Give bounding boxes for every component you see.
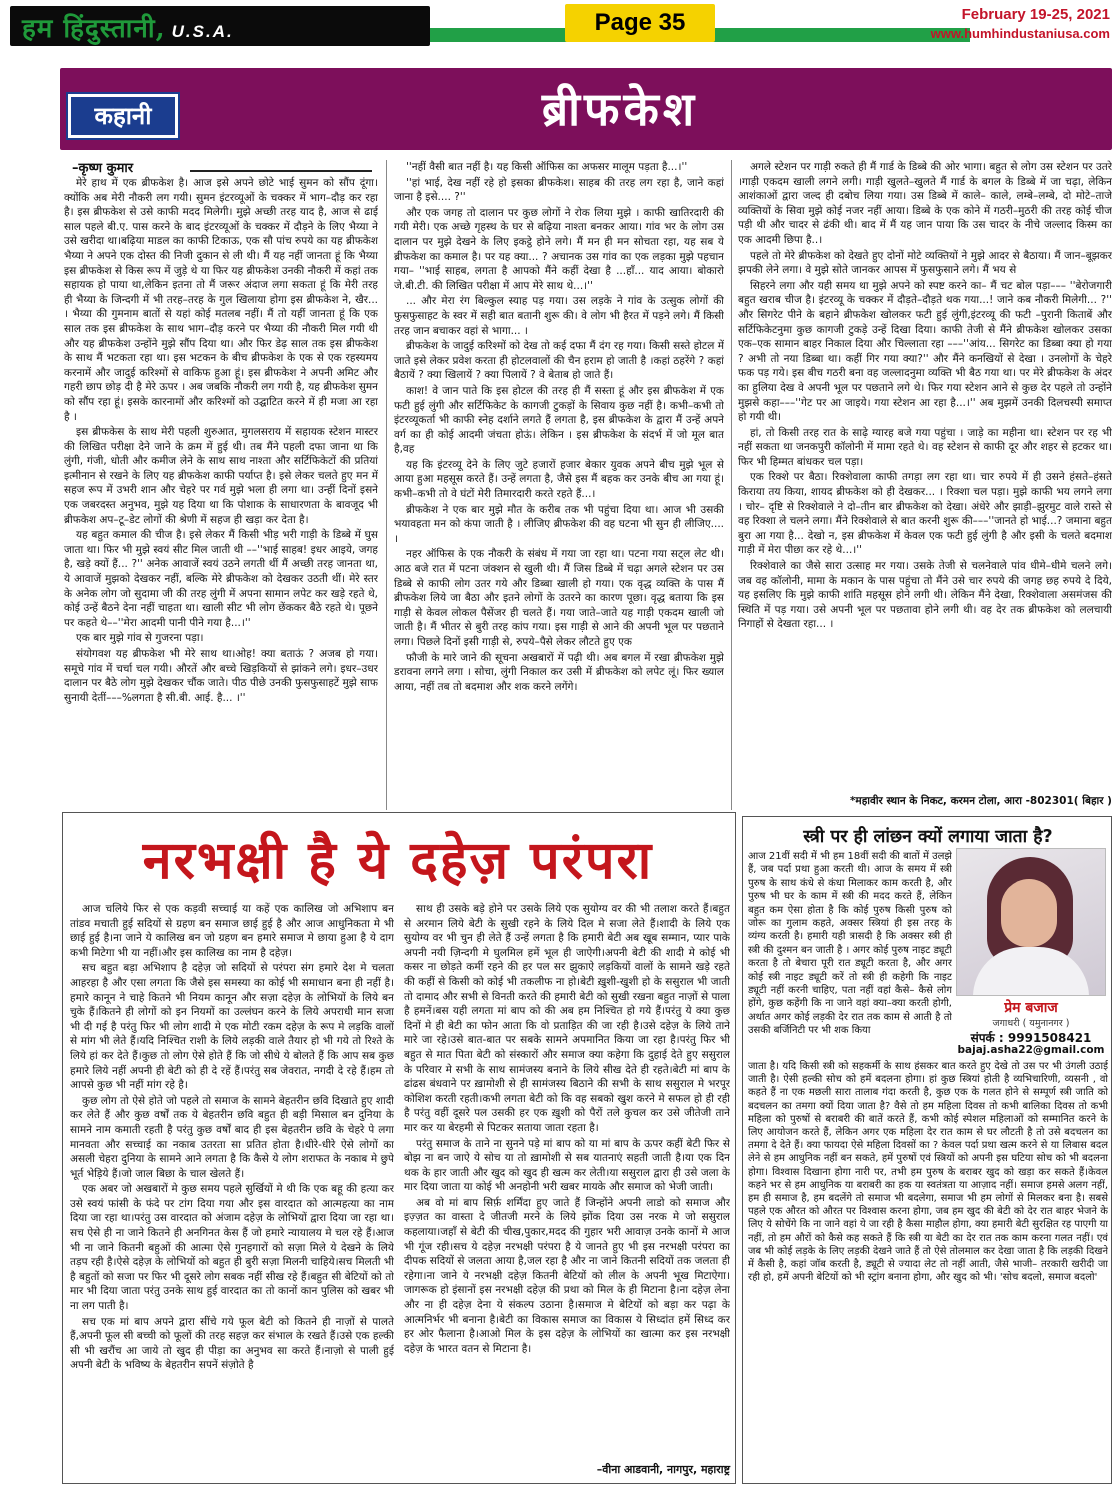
- paragraph: फौजी के मारे जाने की सूचना अखबारों में पढ़ी थी। अब बगल में रखा ब्रीफकेश मुझे डरावना लगने लगा । सोचा, लुंगी निकाल कर उसी में ब्रीफकेश को लपेट लूं। फिर ख्याल आया, नहीं तब तो बदमाश और शक करने लगेंगे।: [394, 651, 724, 693]
- paragraph: आज चलिये फिर से एक कड़वी सच्चाई या कहें एक कालिख जो अभिशाप बन तांडव मचाती हुई सदियों से ग्रहण बन समाज छाई हुई है और आज आधुनिकता मे भी छाई हुई है।ना जाने ये कालिख बन जो ग्रहण बन हमारे समाज मे छाया हुआ है ये दाग कभी मिटेगा भी या नहीं।और इस कालिख का नाम है दहेज़।: [70, 903, 394, 959]
- paragraph: अब वो मां बाप सिर्फ़ शर्मिंदा हुए जाते हैं जिन्होंने अपनी लाडो को समाज और इज़्ज़त का वास्ता दे जीतजी मरने के लिये झोंक दिया उस नरक मे जो ससुराल कहलाया।जहाँ से बेटी की चीख,पुकार,मदद की गुहार भरी आवाज़ उनके कानों मे आज भी गूंज रही।सच ये दहेज़ नरभक्षी परंपरा है ये जानते हुए भी इस नरभक्षी परंपरा का दीपक सदियों से जलता आया है,जल रहा है और ना जाने कितनी सदियों तक जलता ही रहेगा।ना जाने ये नरभक्षी दहेज़ कितनी बेटियों को लील के अपनी भूख मिटाऐगा।जागरूक हो इंसानों इस नरभक्षी दहेज़ की प्रथा को मिल के ही मिटाना है।ना दहेज़ लेना और ना ही दहेज़ देना ये संकल्प उठाना है।समाज मे बेटियों को बड़ा कर पढ़ा के आत्मनिर्भर भी बनाना है।बेटी का विकास समाज का विकास ये सिध्दांत हमें सिध्द कर हर ओर फैलाना है।आओ मिल के इस दहेज़ के लोभियों का खात्मा कर इस नरभक्षी दहेज़ के भारत वतन से मिटाना है।: [404, 1196, 730, 1355]
- opinion-lead: आज 21वीं सदी में भी हम 18वीं सदी की बातों में उलझे हैं, जब पर्दा प्रथा हुआ करती थी। आज के समय में स्त्री पुरुष के साथ कंधे से कंधा मिलाकर काम करती है, और पुरुष भी घर के काम में स्त्री की मदद करते हैं, लेकिन बहुत कम ऐसा होता है कि कोई पुरुष किसी पुरुष को जोरू का गुलाम कहते, अक्सर स्त्रियां ही इस तरह के व्यंग्य करती है। हमारी यही त्रासदी है कि अक्सर स्त्री ही स्त्री की दुश्मन बन जाती है । अगर कोई पुरुष नाइट ड्यूटी करता है तो बेचारा पूरी रात ड्यूटी करता है, और अगर कोई स्त्री नाइट ड्यूटी करें तो स्त्री ही कहेगी कि नाइट ड्यूटी नहीं करनी चाहिए, पता नहीं वहां कैसे– कैसे लोग होंगे, कुछ कहेंगी कि ना जाने वहां क्या–क्या करती होगी, अर्थात अगर कोई लड़की देर रात तक काम से आती है तो उसकी बर्जिनिटी पर भी शक किया: [748, 851, 952, 1037]
- story-author: –कृष्ण कुमार: [72, 161, 134, 176]
- author-rule: [190, 170, 372, 172]
- opinion-author-name: प्रेम बजाज: [1004, 1000, 1058, 1016]
- paragraph: ''नहीं वैसी बात नहीं है। यह किसी ऑफिस का अफसर मालूम पड़ता है...।'': [406, 161, 688, 173]
- paragraph: कुछ लोग तो ऐसे होते जो पहले तो समाज के सामने बेहतरीन छवि दिखाते हुए शादी कर लेते हैं और कुछ वर्षों तक ये बेहतरीन छवि बहुत ही बड़ी मिसाल बन दुनिया के सामने नाम कमाती रहती है परंतु कुछ वर्षों बाद ही इस बेहतरीन छवि के चेहरे पे लगा मानवता और सच्चाई का नकाब उतरता सा प्रतित होता है।धीरे-धीरे ऐसे लोगों का असली चेहरा दुनिया के सामने आने लगता है कि कैसे ये लोग शराफत के नकाब मे छुपे भूर्त भेड़िये हैं।जो जाल बिछा के चाल खेलते हैं।: [70, 1094, 394, 1180]
- paper-edition: U.S.A.: [171, 22, 234, 41]
- paragraph: ब्रीफकेश ने एक बार मुझे मौत के करीब तक भी पहुंचा दिया था। आज भी उसकी भयावहता मन को कंपा जाती है । लीजिए ब्रीफकेश की वह घटना भी सुन ही लीजिए.... ।: [394, 503, 724, 545]
- paragraph: परंतु समाज के ताने ना सुनने पड़े मां बाप को या मां बाप के ऊपर कहीं बेटी फिर से बोझ ना बन जाऐ ये सोच या तो ख़ामोशी से सब यातनाएं सहती जाती है।या एक दिन थक के हार जाती और खुद को खुद ही खत्म कर लेती।या ससुराल द्वारा ही उसे जला के मार दिया जाता या कोई भी अनहोनी भरी खबर मायके और समाज को भेजी जाती।: [404, 1137, 730, 1194]
- story-column-3: [738, 160, 1112, 792]
- author-photo: [956, 848, 1106, 996]
- paragraph: रिक्शेवाले का जैसे सारा उत्साह मर गया। उसके तेजी से चलनेवाले पांव धीमे–धीमे चलने लगे। जब वह कॉलोनी, मामा के मकान के पास पहुंचा तो मैंने उसे चार रुपये की जगह छह रुपये दे दिये, यह इसलिए कि मुझे काफी शांति महसूस होने लगी थी। लेकिन मैंने देखा, रिक्शेवाला असमंजस की स्थिति में पड़ गया। उसे अपनी भूल पर पछतावा होने लगी थी। वह देर तक ब्रीफकेश को ललचायी निगाहों से देखता रहा... ।: [738, 560, 1112, 631]
- paragraph: यह कि इंटरव्यू देने के लिए जुटे हजारों हजार बेकार युवक अपने बीच मुझे भूल से आया हुआ महसूस करते हैं। उन्हें लगता है, जैसे इस मैं बहक कर उनके बीच आ गया हूं। कभी–कभी तो वे घंटों मेरी तिमारदारी करते रहते हैं...।: [394, 458, 724, 501]
- column-divider: [386, 160, 387, 810]
- section-tag: कहानी: [68, 94, 178, 138]
- issue-date: February 19-25, 2021: [961, 6, 1110, 23]
- opinion-author-email[interactable]: bajaj.asha22@gmail.com: [957, 1044, 1105, 1056]
- editorial-column-2: [404, 902, 730, 1458]
- paragraph: सच बहुत बड़ा अभिशाप है दहेज़ जो सदियों से परंपरा संग हमारे देश मे चलता आहरहा है और एसा लगता कि जैसे इस समस्या का कोई भी समाधान बना ही नहीं है।हमारे कानून ने चाहे कितने भी नियम कानून और सज़ा दहेज़ के लोभियों के लिये बन चुके हैं।कितने ही लोगों को इन नियमों का उल्लंघन करने के लिये अपराधी मान सजा भी दी गई है परंतु फिर भी लोग शादी मे एक मोटी रकम दहेज़ के रूप मे लड़कि वालों से मांग भी लेते हैं।यदि निश्चित राशी के लिये लड़की वाले तैयार हो भी गये तो रिश्ते के लिये हां कर देते हैं।कुछ तो लोग ऐसे होते हैं कि जो सीधे ये बोलते हैं कि आप सब कुछ हमारे लिये नहीं अपनी ही बेटी को ही दे रहें हैं।परंतु सब जेवरात, नगदी दे रहे हैं।हम तो आपसे कुछ भी नहीं मांग रहे है।: [70, 962, 394, 1092]
- paragraph: यह बहुत कमाल की चीज है। इसे लेकर मैं किसी भीड़ भरी गाड़ी के डिब्बे में घुस जाता था। फिर भी मुझे स्वयं सीट मिल जाती थी ––''भाई साहब! इधर आइये, जगह है, खड़े क्यों हैं... ?'' अनेक आवाजें स्वयं उठने लगती थीं मैं अच्छी तरह जानता था, ये आवाजें मुझको देखकर नहीं, बल्कि मेरे ब्रीफकेश को देखकर उठती थीं। मेरे स्तर के अनेक लोग जो सुदामा जी की तरह लुंगी में अपना सामान लपेट कर खड़े रहते थे, कोई उन्हें बैठने देना नहीं चाहता था। खाली सीट भी लोग छेंककर बैठे रहते थे। पूछने पर कहते थे––''मेरा आदमी पानी पीने गया है...।'': [64, 529, 378, 629]
- page-number: Page 35: [565, 4, 715, 42]
- opinion-title: स्त्री पर ही लांछन क्यों लगाया जाता है?: [803, 827, 1053, 847]
- paragraph: और एक जगह तो दालान पर कुछ लोगों ने रोक लिया मुझे । काफी खातिरदारी की गयी मेरी। एक अच्छे गृहस्थ के घर से बढ़िया नाश्ता बनकर आया। गांव भर के लोग उस दालान पर मुझे देखने के लिए इकट्ठे होने लगे। मैं मन ही मन सोचता रहा, यह सब ये ब्रीफकेश का कमाल है। पर यह क्या... ? अचानक उस गांव का एक लड़का मुझे पहचान गया– ''भाई साहब, लगता है आपको मैंने कहीं देखा है ...हाँ... याद आया। बोकारो जे.बी.टी. की लिखित परीक्षा में आप मेरे साथ थे...।'': [394, 206, 724, 292]
- opinion-author-phone: संपर्क : 9991508421: [970, 1031, 1092, 1045]
- paragraph: सच एक मां बाप अपने द्वारा सींचे गये फूल बेटी को कितने ही नाज़ों से पालते हैं,अपनी फूल सी बच्ची को फूलों की तरह सहज़ कर संभाल के रखते हैं।उसे एक हल्की सी भी खरौंच आ जाये तो खुद ही पीड़ा का अनुभव सा करते हैं।नाज़ो से पाली हुई अपनी बेटी के भविष्य के बेहतरीन सपनें संज़ोते है: [70, 1315, 394, 1372]
- paragraph: एक रिक्शे पर बैठा। रिक्शेवाला काफी तगड़ा लग रहा था। चार रुपये में ही उसने हंसते–हंसते किराया तय किया, शायद ब्रीफकेश को ही देखकर... । रिक्शा चल पड़ा। मुझे काफी भय लगने लगा । चोर– दृष्टि से रिक्शेवाले ने दो–तीन बार ब्रीफकेश को देखा। अंधेरे और झाड़ी–झुरमुट वाले रास्ते से वह रिक्शा ले चलने लगा। मैंने रिक्शेवाले से बात करनी शुरू की–––''जानते हो भाई...? जमाना बहुत बुरा आ गया है... देखो न, इस ब्रीफकेश में केवल एक फटी हुई लुंगी है और इसी के चलते बदमाश गाड़ी में मेरा पीछा कर रहे थे...।'': [738, 471, 1112, 557]
- paragraph: एक बार मुझे गांव से गुजरना पड़ा।: [76, 632, 204, 645]
- opinion-author-city: जगाधरी ( यमुनानगर ): [992, 1018, 1070, 1029]
- editorial-title: नरभक्षी है ये दहेज़ परंपरा: [142, 831, 654, 891]
- paragraph: अगले स्टेशन पर गाड़ी रुकते ही मैं गार्ड के डिब्बे की ओर भागा। बहुत से लोग उस स्टेशन पर उतरे ।गाड़ी एकदम खाली लगने लगी। गाड़ी खुलते–खुलते मैं गार्ड के बगल के डिब्बे में जा चढ़ा, लेकिन आशंकाओं द्वारा जल्द ही दबोच लिया गया। उस डिब्बे में काले– काले, लम्बे–लम्बे, दो मोटे–ताजे व्यक्तियों के सिवा मुझे कोई नजर नहीं आया। डिब्बे के एक कोने में गठरी–मुठरी की तरह कोई चीज पड़ी थी और चादर से ढंकी थी। बाद में मैं यह जान पाया कि उस चादर के नीचे जल्लाद किस्म का एक आदमी छिपा है..।: [738, 161, 1112, 246]
- paragraph: नहर ऑफिस के एक नौकरी के संबंध में गया जा रहा था। पटना गया सट्ल लेट थी। आठ बजे रात में पटना जंक्शन से खुली थी। मैं जिस डिब्बे में चढ़ा अगले स्टेशन पर उस डिब्बे से काफी लोग उतर गये और डिब्बा खाली हो गया। एक वृद्ध व्यक्ति के पास मैं ब्रीफकेश लिये जा बैठा और इतने लोगों के उतरने का कारण पूछा। वृद्ध बताया कि इस गाड़ी से केवल लोकल पैसेंजर ही चलते हैं। गया जाते–जाते यह गाड़ी एकदम खाली जो जाती है। मैं भीतर से बुरी तरह कांप गया। इस गाड़ी से आने की अपनी भूल पर पछताने लगा। पिछले दिनों इसी गाड़ी से, रुपये–पैसे लेकर लौटते हुए एक: [394, 548, 724, 648]
- paragraph: ''हां भाई, देख नहीं रहे हो इसका ब्रीफकेश। साहब की तरह लग रहा है, जाने कहां जाना है इसे.... ?'': [394, 176, 724, 204]
- paper-name: हम हिंदुस्तानी,: [22, 14, 166, 44]
- story-column-2: [394, 160, 724, 808]
- paragraph: एक अबर जो अखबारों मे कुछ समय पहले सुर्खियों मे थी कि एक बहू की हत्या कर उसे स्वयं फांसी के फंदे पर टांग दिया गया और इस वारदात को आत्महत्या का नाम दिया जा रहा था।परंतु उस वारदात को अंजाम दहेज़ के लोभियों द्वारा दिया जा रहा था।सच ऐसे ही ना जाने कितने ही अनगिनत केस हैं जो हमारे न्यायालय मे चल रहे हैं।आज भी ना जाने कितनी बहुओं की आत्मा ऐसे गुनहगारों को सज़ा मिले ये देखने के लिये तड़प रही है।ऐसे दहेज़ के लोभियों को बहुत ही बुरी सज़ा मिलनी चाहिये।सच मिलती भी है बहुतों को सजा पर फिर भी दूसरे लोग सबक नहीं सीख रहे हैं।बहुत सी बेटियों को तो मार भी दिया जाता परंतु उनके साथ हुई वारदात का तो कानों कान पुलिस को खबर भी ना लग पाती है।: [70, 1183, 394, 1313]
- story-title: ब्रीफकेश: [541, 82, 699, 136]
- paragraph: इस ब्रीफकेस के साथ मेरी पहली शुरुआत, मुगलसराय में सहायक स्टेशन मास्टर की लिखित परीक्षा देने जाने के क्रम में हुई थी। तब मैंने पहली दफा जाना था कि लुंगी, गंजी, धोती और कमीज लेने के साथ साथ नाश्ता और सर्टिफिकेटों की प्रतियां इत्मीनान से रखने के लिए यह ब्रीफकेश काफी पर्याप्त है। इसे लेकर चलते हुए मन में सहज रूप में उभरी शान और चेहरे पर गर्व मुझे भला ही लगा था। उन्हीं दिनों इसने एक जबरदस्त अनुभव, मुझे यह दिया था कि पोशाक के साधारणता के बावजूद भी ब्रीफकेश अप–टू–डेट लोगों की श्रेणी में सहज ही खड़ा कर देता है।: [64, 426, 378, 526]
- paragraph: ब्रीफकेश के जादुई करिश्मों को देख तो कई दफा मैं दंग रह गया। किसी सस्ते होटल में जाते इसे लेकर प्रवेश करता ही होटलवालों की चैन हराम हो जाती है ।कहां ठहरेंगे ? कहां बैठायें ? क्या खिलायें ? क्या पिलायें ? वे बेताब हो जाते हैं।: [394, 340, 724, 382]
- editorial-column-1: [70, 902, 394, 1478]
- paragraph: संयोगवश यह ब्रीफकेश भी मेरे साथ था।ओह! क्या बताऊं ? अजब हो गया। समूचे गांव में चर्चा चल गयी। औरतें और बच्चे खिड़कियों से झांकने लगे। इधर–उधर दालान पर बैठे लोग मुझे देखकर चौंक जाते। पीठ पीछे उनकी फुसफुसाहटें मुझे साफ सुनायी देतीं–––%लगता है सी.बी. आई. है... ।'': [64, 648, 378, 704]
- paper-logo: [10, 6, 430, 46]
- paragraph: हां, तो किसी तरह रात के साढ़े ग्यारह बजे गया पहुंचा । जाड़े का महीना था। स्टेशन पर रह भी नहीं सकता था जनकपुरी कॉलोनी में मामा रहते थे। वह स्टेशन से काफी दूर और शहर से हटकर था। फिर भी हिम्मत बांधकर चल पड़ा।: [738, 426, 1112, 468]
- author-address: *महावीर स्थान के निकट, करमन टोला, आरा -802301( बिहार ): [849, 795, 1112, 807]
- column-divider: [731, 160, 732, 810]
- paragraph: पहले तो मेरे ब्रीफकेश को देखते हुए दोनों मोटे व्यक्तियों ने मुझे आदर से बैठाया। मैं जान–बूझकर झपकी लेने लगा। वे मुझे सोते जानकर आपस में फुसफुसाने लगे। मैं भय से: [738, 249, 1112, 277]
- paragraph: सिहरने लगा और यही समय था मुझे अपने को स्पष्ट करने का– मैं चट बोल पड़ा––– ''बेरोजगारी बहुत खराब चीज है। इंटरव्यू के चक्कर में दौड़ते–दौड़ते थक गया...! जाने कब नौकरी मिलेगी... ?'' और सिगरेट पीने के बहाने ब्रीफकेश खोलकर फटी हुई लुंगी,इंटरव्यू की फटी –पुरानी किताबें और सर्टिफिकेटनुमा कुछ कागजी टुकड़े उन्हें दिखा दिया। काफी तेजी से मैंने ब्रीफकेश खोलकर उसका एक–एक सामान बाहर निकाल दिया और चिल्लाता रहा –––''आंय... सिगरेट का डिब्बा क्या हो गया ? अभी तो नया डिब्बा था। कहीं गिर गया क्या?'' और मैंने कनखियों से देखा । उनलोगों के चेहरे फक पड़ गये। इस बीच गठरी बना वह जल्लादनुमा व्यक्ति भी बैठ गया था। पर मेरे ब्रीफकेश के अंदर का हुलिया देख वे अपनी भूल पर पछताने लगे थे। फिर गया स्टेशन आने से कुछ देर पहले तो उन्होंने मुझसे कहा–––''गेट पर आ जाइये। गया स्टेशन आ रहा है...।'' अब मुझमें उनकी दिलचस्पी समाप्त हो गयी थी।: [738, 279, 1112, 424]
- opinion-body: जाता है। यदि किसी स्त्री को सहकर्मी के साथ हंसकर बात करते हुए देखे तो उस पर भी उंगली उठाई जाती है। ऐसी हल्की सोच को हमें बदलना होगा। हां कुछ स्त्रियां होती है व्यभिचारिणी, व्यसनी , वो कहते हैं ना एक मछली सारा तालाब गंदा करती है, कुछ एक के गलत होने से सम्पूर्ण स्त्री जाति को बदचलन का तमगा क्यों दिया जाता है? वैसे तो हम महिला दिवस तो कभी बालिका दिवस तो कभी महिला को पुरुषों से बराबरी की बातें करते हैं, कभी कोई स्पेशल महिलाओं को सम्मानित करने के लिए आयोजन करते हैं, लेकिन अगर एक महिला देर रात काम से घर लौटती है तो उसे बदचलन का तमगा दे देते हैं। क्या फायदा ऐसे महिला दिवसों का ? केवल पर्दा प्रथा खत्म करने से या लिबास बदल लेने से हम आधुनिक नहीं बन सकते, हमें पुरुषों एवं स्त्रियों को अपनी इस घटिया सोच को भी बदलना होगा। विश्वास दिखाना होगा नारी पर, तभी हम पुरुष के बराबर खुद को खड़ा कर सकते हैं।केवल कहने भर से हम आधुनिक या बराबरी का हक या स्वतंत्रता या आज़ाद नहीं। समाज हमसे अलग नहीं, हम ही समाज है, हम बदलेंगे तो समाज भी बदलेगा, समाज भी हम लोगों से मिलकर बना है। सबसे पहले एक औरत को औरत पर विश्वास करना होगा, जब हम खुद की बेटी को देर रात बाहर भेजने के लिए ये सोचेंगे कि ना जाने वहां ये जा रही है कैसा माहौल होगा, क्या हमारी बेटी सुरक्षित रह पाएगी या नहीं, तो हम औरों को कैसे कह सकते हैं कि स्त्री या बेटी का देर रात तक काम करना गलत नहीं। एवं जब भी कोई लड़के के लिए लड़की देखने जाते हैं तो ऐसे तोलमाल कर देखा जाता है कि लड़की दिखने में कैसी है, कहां जॉब करती है, ड्यूटी से ज्यादा लेट तो नहीं आती, जैसे भाजी– तरकारी खरीदी जा रही हो, हमें अपनी बेटियों को भी स्ट्रांग बनाना होगा, और खुद को भी। 'सोच बदलो, समाज बदलो': [748, 1061, 1108, 1284]
- website-link[interactable]: www.humhindustaniusa.com: [930, 26, 1110, 41]
- story-column-1: [64, 176, 378, 808]
- paragraph: मेरे हाथ में एक ब्रीफकेश है। आज इसे अपने छोटे भाई सुमन को सौंप दूंगा। क्योंकि अब मेरी नौकरी लग गयी। सुमन इंटरव्यूओं के चक्कर में भाग–दौड़ कर रहा है। इस ब्रीफकेश से उसे काफी मदद मिलेगी। मुझे अच्छी तरह याद है, आज से ढाई साल पहले बी.ए. पास करने के बाद इंटरव्यूओं के चक्कर में दौड़ने के लिए भैय्या ने उसे खरीदा था।बढ़िया माडल का काफी टिकाऊ, एक सौ पांच रुपये का यह ब्रीफकेश भैय्या ने अपने एक दोस्त की निजी दुकान से ली थी। मैं यह नहीं जानता हूं कि भैय्या इस ब्रीफकेश से किस रूप में जुड़े थे या फिर यह ब्रीफकेश उनकी नौकरी में कहां तक सहायक हो पाया था,लेकिन इतना तो मैं जरूर अंदाज लगा सकता हूं कि मेरी तरह ही भैय्या के जिन्दगी में भी तरह–तरह के गुल खिलाया होगा इस ब्रीफकेश ने, खैर... । भैय्या की गुमनाम बातों से यहां कोई मतलब नहीं। मैं तो यहीं जानता हूं कि एक साल तक इस ब्रीफकेश के साथ भाग–दौड़ करने पर भैय्या की नौकरी मिल गयी थी और यह ब्रीफकेश उन्होंने मुझे सौंप दिया था। और फिर डेढ़ साल तक इस ब्रीफकेश के साथ मैं भटकता रहा था। इस भटकन के बीच ब्रीफकेश के एक से एक रहस्यमय करनामें और जादुई करिश्मों से वाकिफ हुआ हूं। इस ब्रीफकेश ने अपनी अमिट और गहरी छाप छोड़ दी है मेरे ऊपर । अब जबकि नौकरी लग गयी है, यह ब्रीफकेश सुमन को सौंप रहा हूं। इसके कारनामों और करिश्मों को उद्घाटित करने में ही मजा आ रहा है ।: [64, 177, 378, 423]
- paragraph: साथ ही उसके बड़े होने पर उसके लिये एक सुयोग्य वर की भी तलाश करते हैं।बहुत से अरमान लिये बेटी के सुखी रहने के लिये दिल मे सजा लेते हैं।शादी के लिये एक सुयोग्य वर भी चुन ही लेते हैं उन्हें लगता है कि हमारी बेटी अब खूब सम्मान, प्यार पाके अपनी नयी ज़िन्दगी मे घुलमिल हमें भूल ही जाऐगी।अपनी बेटी की शादी मे कोई भी कसर ना छोड़ते कमीं रहने की हर पल सर झुकाऐ लड़कियों वालों के सामने खड़े रहते की कहीं से किसी को कोई भी तकलीफ ना हो।बेटी ख़ुशी-खुशी हो के ससुराल भी जाती तो दामाद और सभी से विनती करते की हमारी बेटी को सुखी रखना बहुत नाज़ों से पाला है हमनें।बस यही लगता मां बाप को की अब हम निश्चित हो गये हैं।परंतु ये क्या कुछ दिनों मे ही बेटी का फोन आता कि वो प्रताड़ित की जा रही है।उसे दहेज़ के लिये ताने मारे जा रहे।उसे बात-बात पर सबके सामने अपमानित किया जा रहा है।परंतु फिर भी बहुत से मात पिता बेटी को संस्कारों और समाज क्या कहेगा कि दुहाई देते हुए ससुराल के परिवार मे सभी के साथ सामंजस्य बनाने के लिये सीख देते ही रहते।बेटी मां बाप के ढांढस बंधवाने पर ख़ामोशी से ही सामंजस्य बिठाने की सभी के साथ ससुराल मे भरपूर कोशिश करती रहती।कभी लगता बेटी को कि वह सबको खुश करने मे सफल हो ही रही है परंतु वहीं दूसरे पल उसकी हर एक ख़ुशी को पैरों तले कुचल कर उसे जीतेजी ताने मार कर या बेरहमी से पिटकर सताया जाता रहता है।: [404, 903, 730, 1134]
- editorial-author: –वीना आडवानी, नागपुर, महाराष्ट्र: [596, 1463, 730, 1476]
- paragraph: ... और मेरा रंग बिल्कुल स्याह पड़ गया। उस लड़के ने गांव के उत्सुक लोगों की फुसफुसाहट के स्वर में सही बात बतानी शुरू की। वे लोग भी हैरत में पड़ने लगे। मैं किसी तरह जान बचाकर वहां से भागा... ।: [394, 295, 724, 337]
- paragraph: काश! वे जान पाते कि इस होटल की तरह ही मैं सस्ता हूं और इस ब्रीफकेश में एक फटी हुई लुंगी और सर्टिफिकेट के कागजी टुकड़ों के सिवाय कुछ नहीं है। कभी–कभी तो इंटरव्यूकर्ता भी काफी स्नेह दर्शाने लगते हैं लगता है, इस ब्रीफकेश के द्वारा मैं उन्हें अपने वर्ग का ही कोई आदमी जंचता होऊं। लेकिन । इस ब्रीफकेश के संदर्भ में जो मूल बात है,वह: [394, 384, 724, 456]
